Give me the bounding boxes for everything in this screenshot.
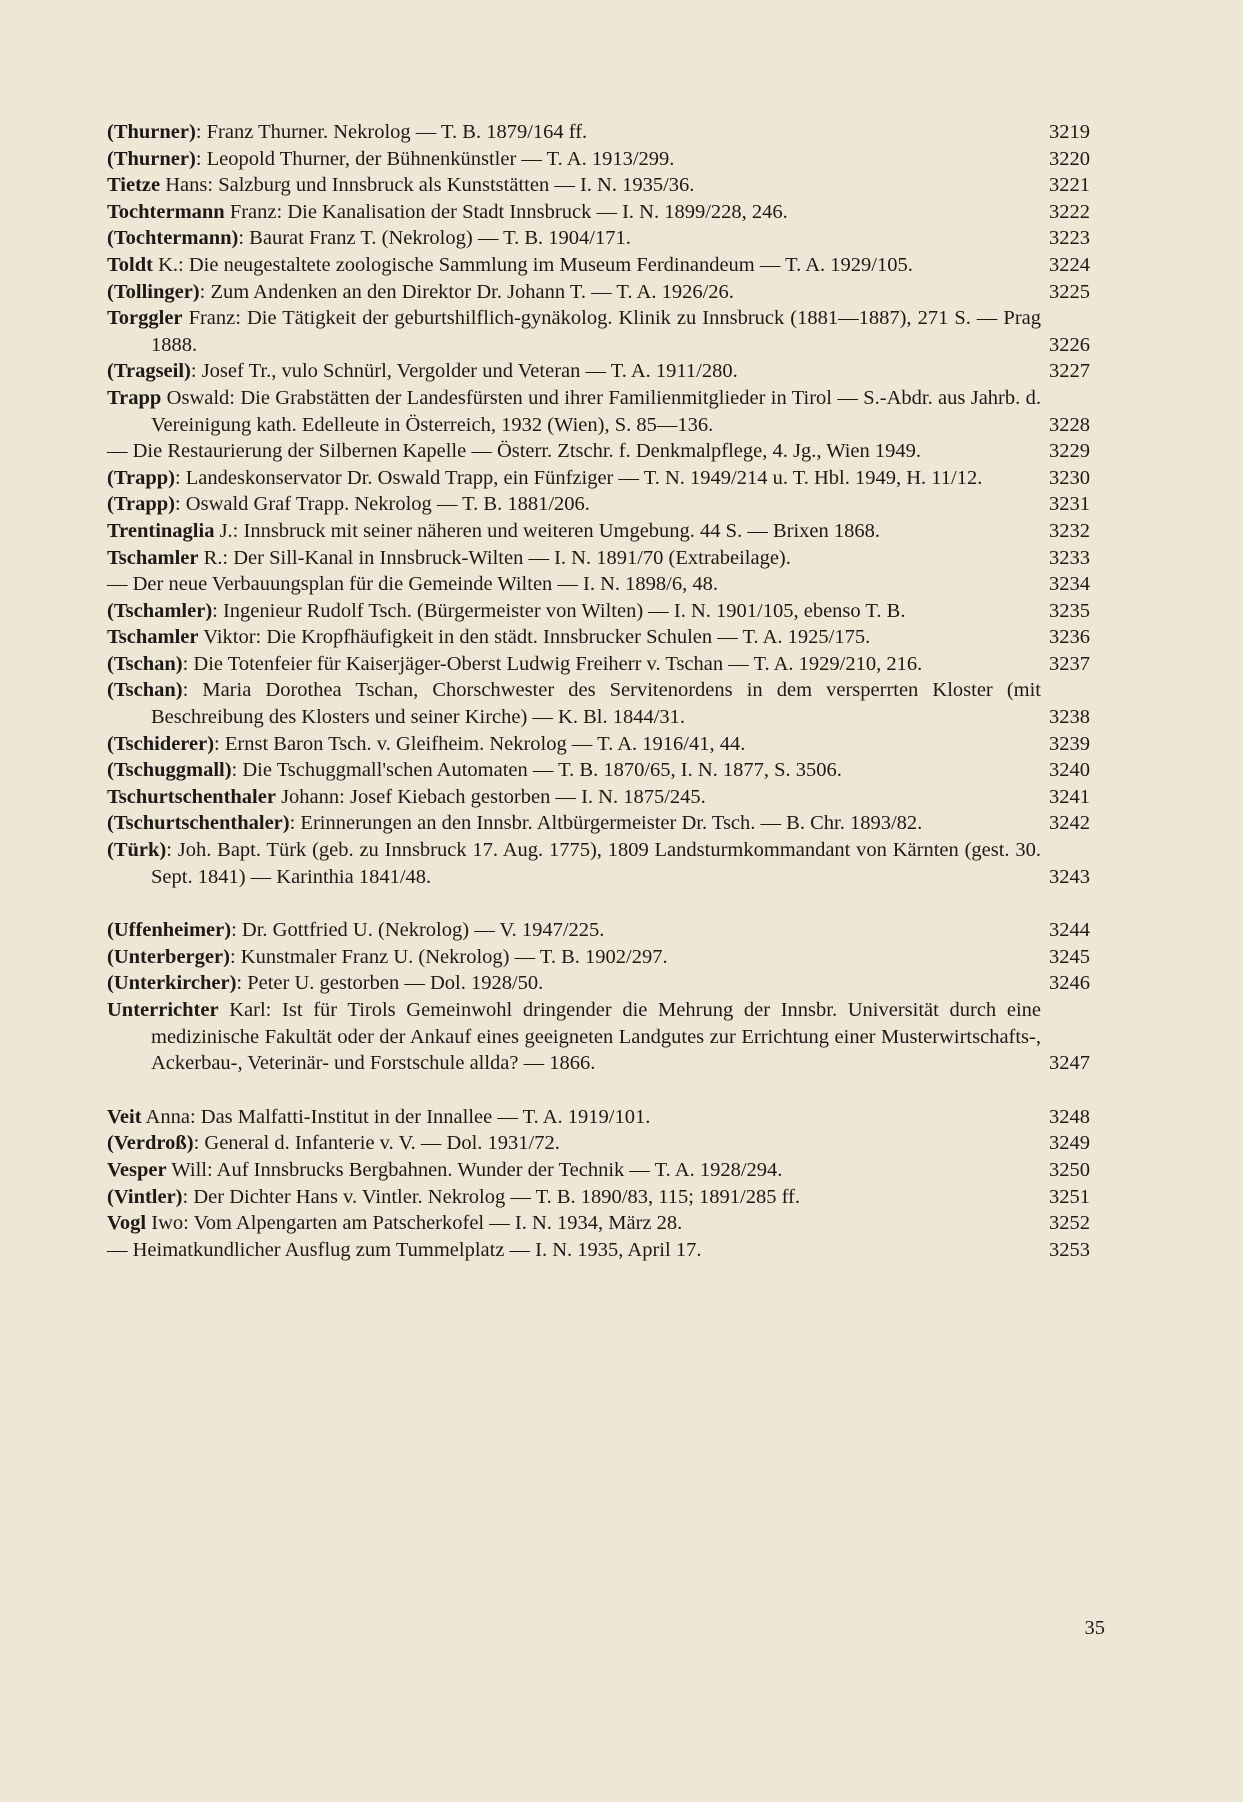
bibliography-entry [107, 518, 1105, 545]
entry-number: 3240 [1049, 759, 1090, 782]
entry-heading: Unterrichter [107, 999, 219, 1021]
entry-number: 3248 [1049, 1105, 1090, 1128]
entry-heading: (Tragseil) [107, 360, 191, 383]
bibliography-entry [107, 651, 1105, 678]
entry-heading: (Tschan) [107, 652, 183, 675]
bibliography-entry [107, 545, 1105, 572]
entry-heading: (Tschurtschenthaler) [107, 812, 290, 835]
entry-text: : Ernst Baron Tsch. v. Gleifheim. Nekrolog — T. A. 1916/41, 44. [214, 732, 746, 755]
entry-text: Anna: Das Malfatti-Institut in der Innallee — T. A. 1919/101. [141, 1105, 651, 1128]
bibliography-entry [107, 1157, 1105, 1184]
entry-text: : Dr. Gottfried U. (Nekrolog) — V. 1947/225. [231, 919, 605, 942]
bibliography-entry [107, 172, 1105, 199]
entry-heading: (Tschiderer) [107, 732, 215, 755]
entry-number: 3222 [1049, 200, 1090, 223]
entry-heading: Toldt [107, 253, 153, 276]
letter-section [107, 917, 1105, 1077]
entry-heading: Tschurtschenthaler [107, 785, 276, 808]
entry-heading: Veit [107, 1105, 142, 1128]
bibliography-entry [107, 199, 1105, 226]
entry-heading: (Thurner) [107, 121, 196, 143]
entry-heading: (Tollinger) [107, 280, 200, 303]
letter-section [107, 119, 1105, 890]
bibliography-entry [107, 598, 1105, 625]
entry-number: 3251 [1049, 1185, 1090, 1208]
bibliography-entry [107, 1237, 1105, 1264]
entry-text: : Zum Andenken an den Direktor Dr. Johann T. — T. A. 1926/26. [199, 280, 734, 303]
entry-text: Will: Auf Innsbrucks Bergbahnen. Wunder der Technik — T. A. 1928/294. [166, 1158, 783, 1181]
entry-number: 3230 [1049, 466, 1090, 489]
entry-heading: Tschamler [107, 546, 199, 569]
entry-heading: (Tschan) [107, 679, 183, 702]
entry-heading: (Tschamler) [107, 599, 213, 622]
entry-heading: (Unterberger) [107, 945, 230, 968]
entry-number: 3247 [1049, 1052, 1090, 1075]
bibliography-entry [107, 624, 1105, 651]
entry-text: : Maria Dorothea Tschan, Chorschwester des Servitenordens in dem versperrten Kloster (mit Beschreibung des Klosters und seiner Kirche) — K. Bl. 1844/31. [151, 679, 1041, 729]
entry-text: : Die Tschuggmall'schen Automaten — T. B. 1870/65, I. N. 1877, S. 3506. [231, 759, 842, 782]
bibliography-entry [107, 119, 1105, 146]
entry-text: : Erinnerungen an den Innsbr. Altbürgermeister Dr. Tsch. — B. Chr. 1893/82. [289, 812, 923, 835]
entry-text: : Joh. Bapt. Türk (geb. zu Innsbruck 17. Aug. 1775), 1809 Landsturmkommandant von Kärnten (gest. 30. Sept. 1841) — Karinthia 1841/48. [151, 839, 1041, 888]
bibliography-entry [107, 784, 1105, 811]
entry-number: 3244 [1049, 919, 1090, 942]
entry-heading: Trentinaglia [107, 519, 215, 542]
entry-text: : Baurat Franz T. (Nekrolog) — T. B. 1904/171. [238, 227, 631, 250]
bibliography-entry [107, 1184, 1105, 1211]
entry-text: : Der Dichter Hans v. Vintler. Nekrolog — T. B. 1890/83, 115; 1891/285 ff. [182, 1185, 801, 1208]
entry-text: R.: Der Sill-Kanal in Innsbruck-Wilten — I. N. 1891/70 (Extrabeilage). [198, 546, 791, 569]
entry-text: : Kunstmaler Franz U. (Nekrolog) — T. B. 1902/297. [229, 945, 668, 968]
bibliography-entry [107, 279, 1105, 306]
entry-number: 3250 [1049, 1158, 1090, 1181]
entry-text: Oswald: Die Grabstätten der Landesfürsten und ihrer Familienmitglieder in Tirol — S.-Abdr. aus Jahrb. d. Vereinigung kath. Edelleute in Österreich, 1932 (Wien), S. 85—136. [151, 386, 1041, 436]
bibliography-entry [107, 358, 1105, 385]
entry-number: 3238 [1049, 706, 1090, 729]
entry-number: 3241 [1049, 785, 1090, 808]
entry-heading: (Türk) [107, 839, 167, 862]
entry-number: 3221 [1049, 174, 1090, 197]
section-gap [107, 1077, 1105, 1104]
entry-text: J.: Innsbruck mit seiner näheren und weiteren Umgebung. 44 S. — Brixen 1868. [214, 519, 881, 542]
entry-number: 3242 [1049, 812, 1090, 835]
bibliography-entry [107, 1210, 1105, 1237]
bibliography-entry [107, 252, 1105, 279]
entry-text: : Peter U. gestorben — Dol. 1928/50. [236, 972, 544, 995]
entry-heading: (Unterkircher) [107, 972, 237, 995]
entry-number: 3226 [1049, 333, 1090, 356]
bibliography-entry [107, 385, 1105, 438]
entry-number: 3219 [1049, 121, 1090, 143]
bibliography-entry [107, 438, 1105, 465]
entry-number: 3234 [1049, 573, 1090, 596]
entry-number: 3232 [1049, 519, 1090, 542]
bibliography-entry [107, 917, 1105, 944]
entry-text: : Josef Tr., vulo Schnürl, Vergolder und Veteran — T. A. 1911/280. [190, 360, 738, 383]
entry-number: 3231 [1049, 493, 1090, 516]
entry-number: 3237 [1049, 652, 1090, 675]
entry-number: 3249 [1049, 1132, 1090, 1155]
entry-number: 3223 [1049, 227, 1090, 250]
entry-heading: (Tschuggmall) [107, 759, 232, 782]
entry-heading: (Trapp) [107, 466, 175, 489]
bibliography-entry [107, 305, 1105, 358]
entry-number: 3220 [1049, 147, 1090, 170]
entry-heading: (Uffenheimer) [107, 919, 232, 942]
bibliography-entry [107, 491, 1105, 518]
entry-heading: Trapp [107, 386, 162, 409]
bibliography-entry [107, 571, 1105, 598]
entry-number: 3235 [1049, 599, 1090, 622]
entry-text: : Ingenieur Rudolf Tsch. (Bürgermeister von Wilten) — I. N. 1901/105, ebenso T. B. [212, 599, 906, 622]
bibliography-entry [107, 1130, 1105, 1157]
entry-number: 3229 [1049, 440, 1090, 463]
entry-text: : General d. Infanterie v. V. — Dol. 1931/72. [193, 1132, 560, 1155]
entry-number: 3224 [1049, 253, 1090, 276]
entry-number: 3246 [1049, 972, 1090, 995]
entry-heading: (Trapp) [107, 493, 175, 516]
section-gap [107, 890, 1105, 917]
entry-text: Franz: Die Tätigkeit der geburtshilflich-gynäkolog. Klinik zu Innsbruck (1881—1887), 271 S. — Prag 1888. [151, 307, 1041, 356]
entry-text: K.: Die neugestaltete zoologische Sammlung im Museum Ferdinandeum — T. A. 1929/105. [152, 253, 913, 276]
bibliography-entry [107, 997, 1105, 1077]
bibliography-entry [107, 225, 1105, 252]
entry-text: : Franz Thurner. Nekrolog — T. B. 1879/164 ff. [195, 121, 588, 143]
entry-number: 3227 [1049, 360, 1090, 383]
entry-heading: Tietze [107, 174, 161, 197]
entry-number: 3228 [1049, 413, 1090, 436]
entry-text: Viktor: Die Kropfhäufigkeit in den städt. Innsbrucker Schulen — T. A. 1925/175. [198, 626, 871, 649]
letter-section [107, 1104, 1105, 1264]
entry-heading: Vogl [107, 1212, 147, 1235]
page-number: 35 [1084, 1617, 1105, 1639]
entry-heading: (Thurner) [107, 147, 196, 170]
entry-number: 3239 [1049, 732, 1090, 755]
entry-text: : Leopold Thurner, der Bühnenkünstler — T. A. 1913/299. [195, 147, 675, 170]
bibliography-entry [107, 837, 1105, 890]
entry-number: 3233 [1049, 546, 1090, 569]
bibliography-entry [107, 810, 1105, 837]
bibliography-entry [107, 1104, 1105, 1131]
bibliography-entry [107, 944, 1105, 971]
entry-text: : Die Totenfeier für Kaiserjäger-Oberst Ludwig Freiherr v. Tschan — T. A. 1929/210, 216. [182, 652, 923, 675]
entry-heading: Tochtermann [107, 200, 225, 223]
entry-number: 3253 [1049, 1238, 1090, 1261]
entry-number: 3252 [1049, 1212, 1090, 1235]
entry-number: 3243 [1049, 865, 1090, 888]
entry-text: Iwo: Vom Alpengarten am Patscherkofel — I. N. 1934, März 28. [146, 1212, 683, 1235]
entry-text: — Der neue Verbauungsplan für die Gemeinde Wilten — I. N. 1898/6, 48. [107, 573, 718, 596]
entry-text: : Landeskonservator Dr. Oswald Trapp, ein Fünfziger — T. N. 1949/214 u. T. Hbl. 1949, H. 11/12. [174, 466, 983, 489]
bibliography-entry [107, 677, 1105, 730]
entry-heading: (Vintler) [107, 1185, 183, 1208]
entry-text: Johann: Josef Kiebach gestorben — I. N. 1875/245. [275, 785, 706, 808]
entry-heading: Torggler [107, 307, 183, 330]
entry-text: — Heimatkundlicher Ausflug zum Tummelplatz — I. N. 1935, April 17. [107, 1238, 702, 1261]
bibliography-entry [107, 146, 1105, 173]
entry-heading: Vesper [107, 1158, 167, 1181]
bibliography-entry [107, 757, 1105, 784]
entry-heading: Tschamler [107, 626, 199, 649]
bibliography-entry [107, 465, 1105, 492]
bibliography-entry [107, 970, 1105, 997]
bibliography-entry [107, 731, 1105, 758]
entry-text: Hans: Salzburg und Innsbruck als Kunststätten — I. N. 1935/36. [160, 174, 695, 197]
entry-heading: (Verdroß) [107, 1132, 194, 1155]
entry-text: Franz: Die Kanalisation der Stadt Innsbruck — I. N. 1899/228, 246. [224, 200, 788, 223]
entry-text: — Die Restaurierung der Silbernen Kapelle — Österr. Ztschr. f. Denkmalpflege, 4. Jg., Wien 1949. [107, 440, 922, 463]
entry-number: 3236 [1049, 626, 1090, 649]
bibliography-list [107, 119, 1105, 1263]
entry-text: Karl: Ist für Tirols Gemeinwohl dringender die Mehrung der Innsbr. Universität durch eine medizinische Fakultät oder der Ankauf eines geeigneten Landgutes zur Errichtung einer Musterwirtschafts-, Ackerbau-, Veterinär- und Forstschule allda? — 1866. [151, 999, 1041, 1075]
entry-text: : Oswald Graf Trapp. Nekrolog — T. B. 1881/206. [174, 493, 590, 516]
entry-number: 3225 [1049, 280, 1090, 303]
entry-number: 3245 [1049, 945, 1090, 968]
entry-heading: (Tochtermann) [107, 227, 239, 250]
